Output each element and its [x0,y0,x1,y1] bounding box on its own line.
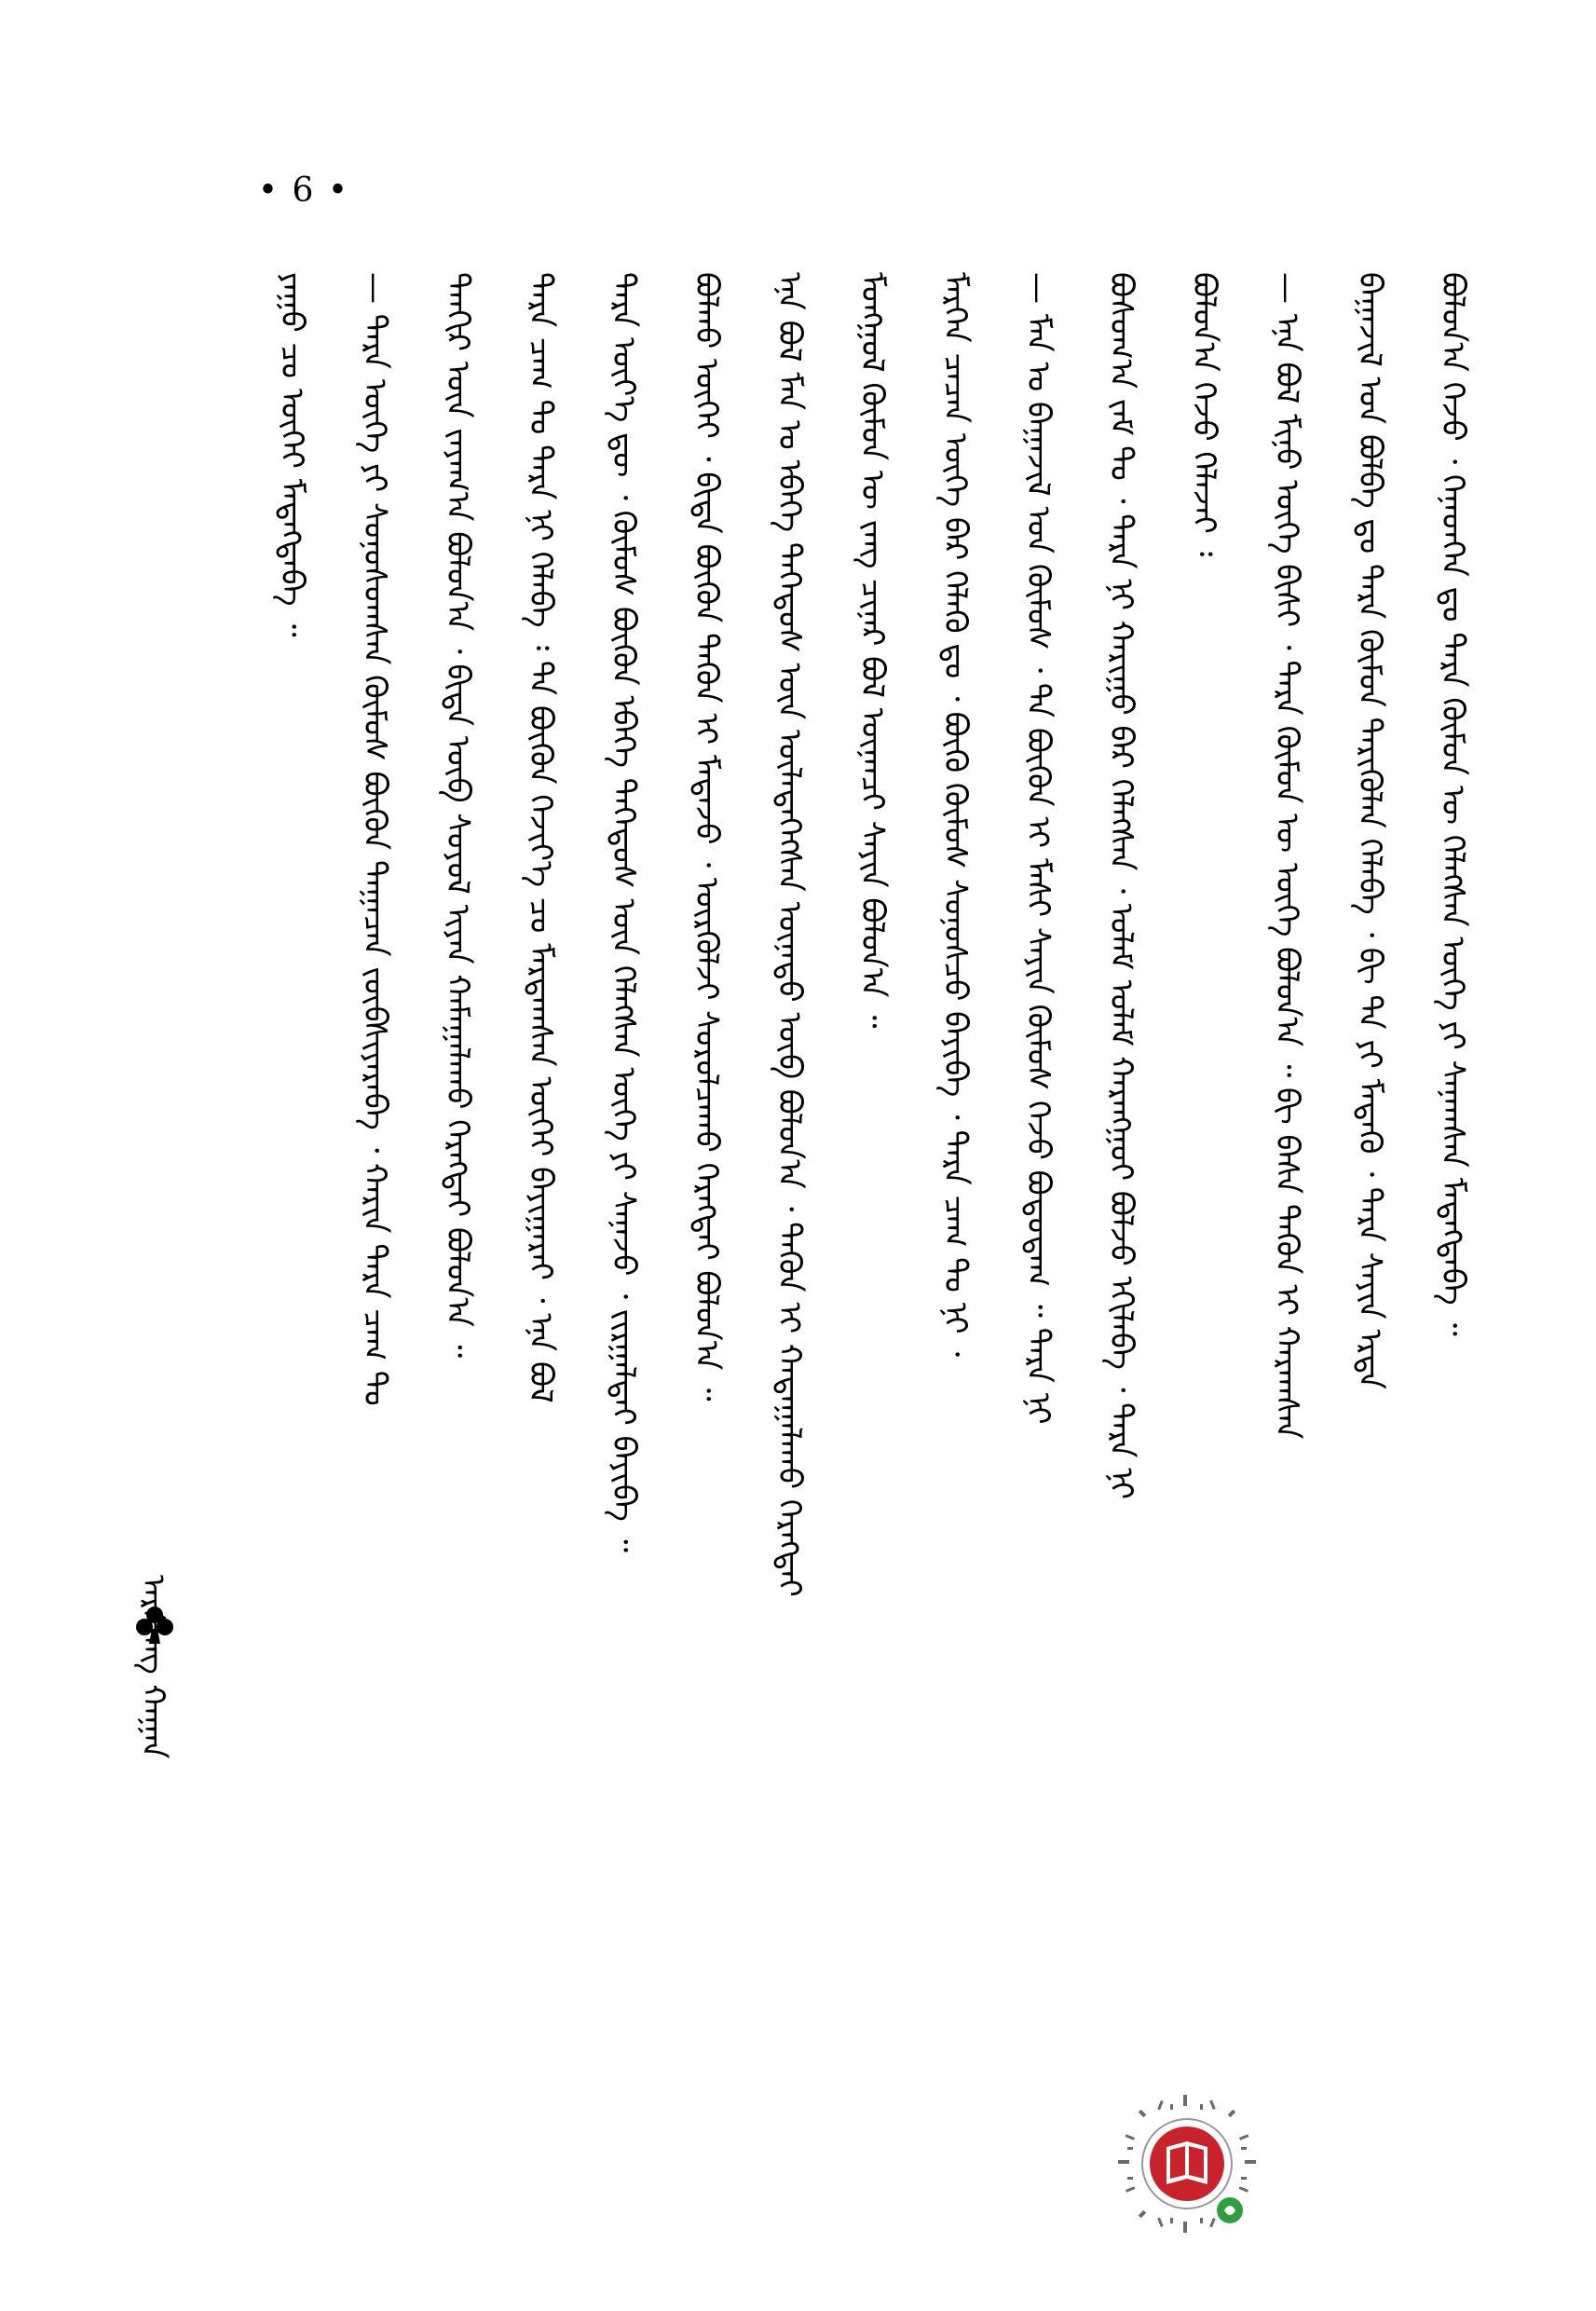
text-column: ᠲᠡᠨᠭᠢᠷ ᠦᠨ ᠵᠠᠶᠠᠭ᠎ᠠ ᠪᠣᠯᠤᠨ᠎ᠠ ᠂ ᠪᠢᠳᠡ ᠦᠪ ᠰᠣᠶᠣᠯ ᠢᠶᠠᠨ ᠬᠠᠮᠠᠭᠠᠯᠠᠬᠤ ᠬᠡᠷᠡᠭᠲᠡᠢ ᠪᠣᠯᠤᠨ᠎ᠠ ᠃ [439,272,476,1359]
text-column: ᠲᠡᠷᠡ ᠴᠠᠭ ᠲᠤ ᠲᠡᠷᠡ ᠨᠢ ᠬᠡᠯᠡᠪᠡ ᠄ ᠲᠠ ᠪᠦᠬᠦᠨ ᠬᠡᠵᠢᠶ᠎ᠡ ᠴᠤ ᠮᠠᠷᠲᠠᠭᠰᠠᠨ ᠦᠭᠡᠢ ᠪᠠᠶᠢᠭᠠᠷᠠᠢ ᠂ ᠡᠨᠡ ᠪᠣᠯ [522,272,559,1403]
page-number: • 6 • [257,171,350,210]
text-column: — ᠡᠨᠡ ᠪᠣᠯ ᠮᠢᠨᠤ ᠦᠭᠡ ᠪᠢᠰᠢ ᠂ ᠲᠡᠷᠡ ᠬᠦᠮᠦᠨ ᠦ ᠦᠭᠡ ᠪᠣᠯᠤᠨ᠎ᠠ ᠃ ᠪᠢ ᠪᠠᠰᠠ ᠲᠡᠭᠦᠨ ᠢ ᠬᠠᠷᠠᠭᠰᠠᠨ [1268,272,1305,1440]
text-column: ᠪᠣᠰᠣᠭ᠎ᠠ ᠵᠠᠮ ᠲᠤ ᠂ ᠲᠡᠷᠡ ᠨᠢ ᠬᠠᠷᠢᠭᠤ ᠪᠡᠷ ᠬᠡᠯᠡᠭᠰᠡᠨ ᠂ ᠤᠯᠠᠮ ᠤᠯᠠᠮ ᠬᠠᠷᠠᠩᠭᠤᠢ ᠪᠣᠯᠵᠤ ᠡᠬᠢᠯᠡᠪᠡ ᠂ ᠲᠡᠷᠡ ᠨᠢ [1102,272,1139,1499]
text-column: ᠪᠠᠭᠠᠵᠢᠯ ᠤᠨ ᠪᠣᠯᠪᠠ ᠳᠤ ᠲᠡᠷᠡ ᠬᠦᠮᠦᠨ ᠲᠡᠷᠢᠭᠦᠯᠡᠨ ᠬᠡᠯᠡᠪᠡ ᠂ ᠪᠢ ᠲᠠ ᠶᠢ ᠮᠡᠳᠡᠬᠦ ᠂ ᠲᠡᠷᠡ ᠰᠠᠶᠢᠨ ᠡᠷᠲᠡ [1351,272,1388,1389]
text-column: — ᠲᠡᠷᠡ ᠦᠭᠡ ᠶᠢ ᠰᠣᠨᠣᠰᠤᠭᠰᠠᠨ ᠬᠦᠮᠦᠰ ᠪᠦᠬᠦᠨ ᠲᠠᠭᠠᠴᠠᠨ ᠵᠥᠪᠰᠢᠶᠡᠷᠡᠪᠡ ᠂ ᠬᠠᠷᠢᠨ ᠲᠡᠷᠡ ᠴᠠᠭ ᠲᠤ [356,272,393,1406]
text-column: ᠪᠣᠯᠤᠨ᠎ᠠ ᠭᠡᠵᠦ ᠬᠡᠯᠡᠵᠡᠢ ᠄ [1185,272,1222,557]
text-column: ᠪᠣᠯᠬᠤ ᠦᠭᠡᠢ ᠂ ᠪᠢᠳᠡ ᠪᠦᠬᠦᠨ ᠲᠡᠭᠦᠨ ᠢ ᠮᠡᠳᠡᠵᠦ ᠂ ᠦᠷᠭᠦᠯᠵᠢ ᠰᠤᠷᠤᠯᠴᠠᠬᠤ ᠬᠡᠷᠡᠭᠲᠡᠢ ᠪᠣᠯᠤᠨ᠎ᠠ ᠃ [688,272,725,1402]
text-column: — ᠮᠠᠨ ᠤ ᠪᠠᠭᠠᠵᠢᠯ ᠤᠨ ᠬᠦᠮᠦᠰ ᠂ ᠲᠠ ᠪᠦᠬᠦᠨ ᠢ ᠮᠠᠰᠢ ᠰᠠᠶᠢᠨ ᠬᠦᠮᠦᠰ ᠭᠡᠵᠦ ᠪᠣᠳᠣᠳᠠᠭ ᠃ ᠲᠡᠷᠡ ᠨᠢ [1019,272,1057,1425]
text-column: ᠡᠨᠡ ᠪᠣᠯ ᠮᠠᠨ ᠤ ᠡᠪᠡᠭᠡ ᠳᠡᠭᠡᠳᠦᠰ ᠦᠨ ᠦᠯᠡᠳᠡᠭᠡᠭᠰᠡᠨ ᠦᠨᠡᠲᠦ ᠦᠪ ᠪᠣᠯᠤᠨ᠎ᠠ ᠂ ᠲᠡᠭᠦᠨ ᠢ ᠬᠠᠳᠠᠭᠠᠯᠠᠬᠤ ᠬᠡᠷᠡᠭᠲᠡᠢ [771,272,808,1597]
body-text [214,272,1481,2043]
running-header-title: ᠠᠷᠰᠯᠠᠩ ᠬᠠᠭᠠᠨ [134,1575,171,1759]
book-qr-badge-icon[interactable] [1114,2091,1260,2236]
text-column: ᠶᠠᠭᠤ ᠴᠤ ᠦᠭᠡᠢ ᠮᠡᠳᠡᠭᠳᠡᠪᠡ ᠃ [273,272,310,637]
text-column: ᠲᠡᠷᠡ ᠦᠶ᠎ᠡ ᠳᠦ ᠂ ᠬᠦᠮᠦᠰ ᠪᠦᠬᠦᠨ ᠡᠪᠡᠭᠡ ᠳᠡᠭᠡᠳᠦᠰ ᠦᠨ ᠬᠡᠯᠡᠭᠰᠡᠨ ᠦᠭᠡ ᠶᠢ ᠰᠠᠨᠠᠵᠤ ᠂ ᠵᠢᠷᠭᠠᠯᠲᠠᠢ ᠪᠠᠶᠢᠪᠠ ᠃ [605,272,642,1552]
text-column: ᠮᠡᠷᠭᠡᠨ ᠴᠡᠴᠡᠨ ᠦᠭᠡ ᠪᠡᠷ ᠬᠡᠯᠡᠬᠦ ᠳᠤ ᠂ ᠪᠦᠬᠦ ᠬᠦᠮᠦᠰ ᠰᠣᠨᠣᠰᠴᠤ ᠪᠠᠶᠢᠪᠠ ᠂ ᠲᠡᠷᠡ ᠴᠠᠭ ᠲᠤ ᠨᠢ ᠂ [936,272,974,1358]
text-column: ᠪᠣᠯᠤᠨ᠎ᠠ ᠭᠡᠵᠦ ᠂ ᠭᠡᠨᠡᠳᠬᠡᠨ ᠳᠤ ᠲᠡᠷᠡ ᠬᠦᠮᠦᠨ ᠦ ᠬᠡᠯᠡᠭᠰᠡᠨ ᠦᠭᠡ ᠶᠢ ᠰᠠᠨᠠᠭᠰᠠᠨ ᠮᠡᠳᠡᠭᠳᠡᠪᠡ ᠃ [1434,272,1471,1336]
text-column: ᠮᠣᠩᠭᠣᠯ ᠬᠦᠮᠦᠨ ᠦ ᠵᠠᠩ ᠴᠢᠨᠠᠷ ᠪᠣᠯ ᠦᠨᠡᠨᠴᠢ ᠰᠠᠶᠢᠨ ᠪᠣᠯᠤᠨ᠎ᠠ ᠃ [853,272,891,1029]
